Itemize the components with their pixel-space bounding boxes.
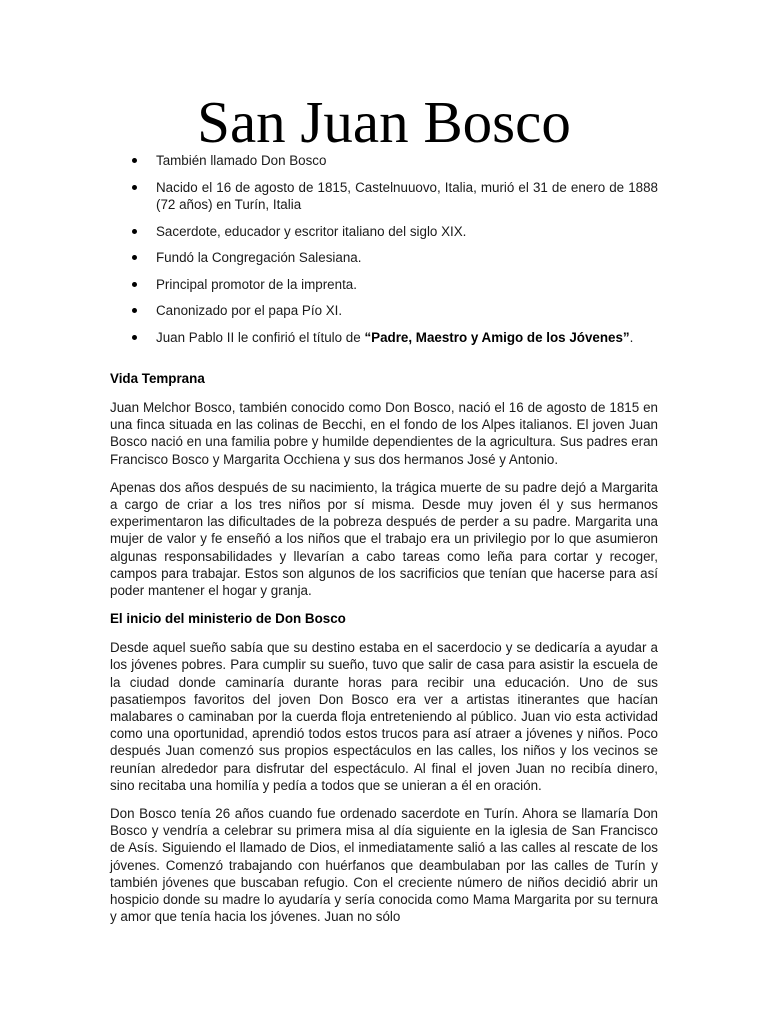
paragraph: Juan Melchor Bosco, también conocido como Don Bosco, nació el 16 de agosto de 1815 en una finca situada en las colinas de Becchi, en el fondo de los Alpes italianos. El joven Juan Bosco nació en una familia pobre y humilde dependientes de la agricultura. Sus padres eran Francisco Bosco y Margarita Occhiena y sus dos hermanos José y Antonio. bbox=[110, 400, 658, 467]
bullet-item bbox=[110, 302, 658, 320]
document-body bbox=[110, 370, 658, 936]
bullet-item bbox=[110, 329, 658, 347]
paragraph: Desde aquel sueño sabía que su destino estaba en el sacerdocio y se dedicaría a ayudar a los jóvenes pobres. Para cumplir su sueño, tuvo que salir de casa para asistir la escuela de la ciudad donde caminaría durante horas para recibir una educación. Uno de sus pasatiempos favoritos del joven Don Bosco era ver a artistas itinerantes que hacían malabares o caminaban por la cuerda floja entreteniendo al público. Juan vio esta actividad como una oportunidad, aprendió todos estos trucos para así atraer a jóvenes y niños. Poco después Juan comenzó sus propios espectáculos en las calles, los niños y los vecinos se reunían alrededor para disfrutar del espectáculo. Al final el joven Juan no recibía dinero, sino recitaba una homilía y pedía a todos que se unieran a él en oración. bbox=[110, 640, 658, 793]
section-vida-temprana bbox=[110, 370, 658, 599]
bullet-item bbox=[110, 276, 658, 294]
bullet-text: También llamado Don Bosco bbox=[156, 153, 327, 168]
bullet-text: Canonizado por el papa Pío XI. bbox=[156, 303, 343, 318]
bullet-text: Nacido el 16 de agosto de 1815, Castelnuuovo, Italia, murió el 31 de enero de 1888 (72 años) en Turín, Italia bbox=[156, 179, 658, 212]
bullet-dot-icon bbox=[132, 185, 137, 190]
bullet-dot-icon bbox=[132, 282, 137, 287]
section-inicio-ministerio bbox=[110, 610, 658, 925]
bullet-text: Sacerdote, educador y escritor italiano del siglo XIX. bbox=[156, 223, 467, 239]
bullet-dot-icon bbox=[132, 308, 137, 313]
section-heading: El inicio del ministerio de Don Bosco bbox=[110, 611, 346, 627]
paragraph: Don Bosco tenía 26 años cuando fue ordenado sacerdote en Turín. Ahora se llamaría Don Bosco y vendría a celebrar su primera misa al día siguiente en la iglesia de San Francisco de Asís. Siguiendo el llamado de Dios, el inmediatamente salió a las calles al rescate de los jóvenes. Comenzó trabajando con huérfanos que deambulaban por las calles de Turín y también jóvenes que buscaban refugio. Con el creciente número de niños decidió abrir un hospicio donde su madre lo ayudaría y sería conocida como Mama Margarita por su ternura y amor que tenía hacia los jóvenes. Juan no sólo bbox=[110, 806, 658, 925]
bullet-dot-icon bbox=[132, 255, 137, 260]
bullet-item bbox=[110, 179, 658, 214]
bullet-item bbox=[110, 152, 658, 170]
page-title: San Juan Bosco bbox=[197, 89, 571, 155]
bullet-bold-title: “Padre, Maestro y Amigo de los Jóvenes” bbox=[364, 329, 630, 345]
bullet-item bbox=[110, 249, 658, 267]
bullet-dot-icon bbox=[132, 229, 137, 234]
bullet-list bbox=[110, 152, 658, 355]
bullet-dot-icon bbox=[132, 335, 137, 340]
section-heading: Vida Temprana bbox=[110, 371, 205, 386]
bullet-text-end: . bbox=[629, 329, 634, 345]
bullet-text: Juan Pablo II le confirió el título de bbox=[156, 329, 365, 345]
bullet-item bbox=[110, 223, 658, 241]
paragraph: Apenas dos años después de su nacimiento, la trágica muerte de su padre dejó a Margarita a cargo de criar a los tres niños por sí misma. Desde muy joven él y sus hermanos experimentaron las dificultades de la pobreza después de perder a su padre. Margarita una mujer de valor y fe enseñó a los niños que el trabajo era un privilegio por lo que asumieron algunas responsabilidades y llevarían a cabo tareas como leña para cortar y recoger, campos para trabajar. Estos son algunos de los sacrificios que tenían que hacerse para así poder mantener el hogar y granja. bbox=[110, 479, 658, 599]
bullet-text: Fundó la Congregación Salesiana. bbox=[156, 250, 362, 265]
bullet-text: Principal promotor de la imprenta. bbox=[156, 276, 357, 292]
bullet-dot-icon bbox=[132, 158, 137, 163]
